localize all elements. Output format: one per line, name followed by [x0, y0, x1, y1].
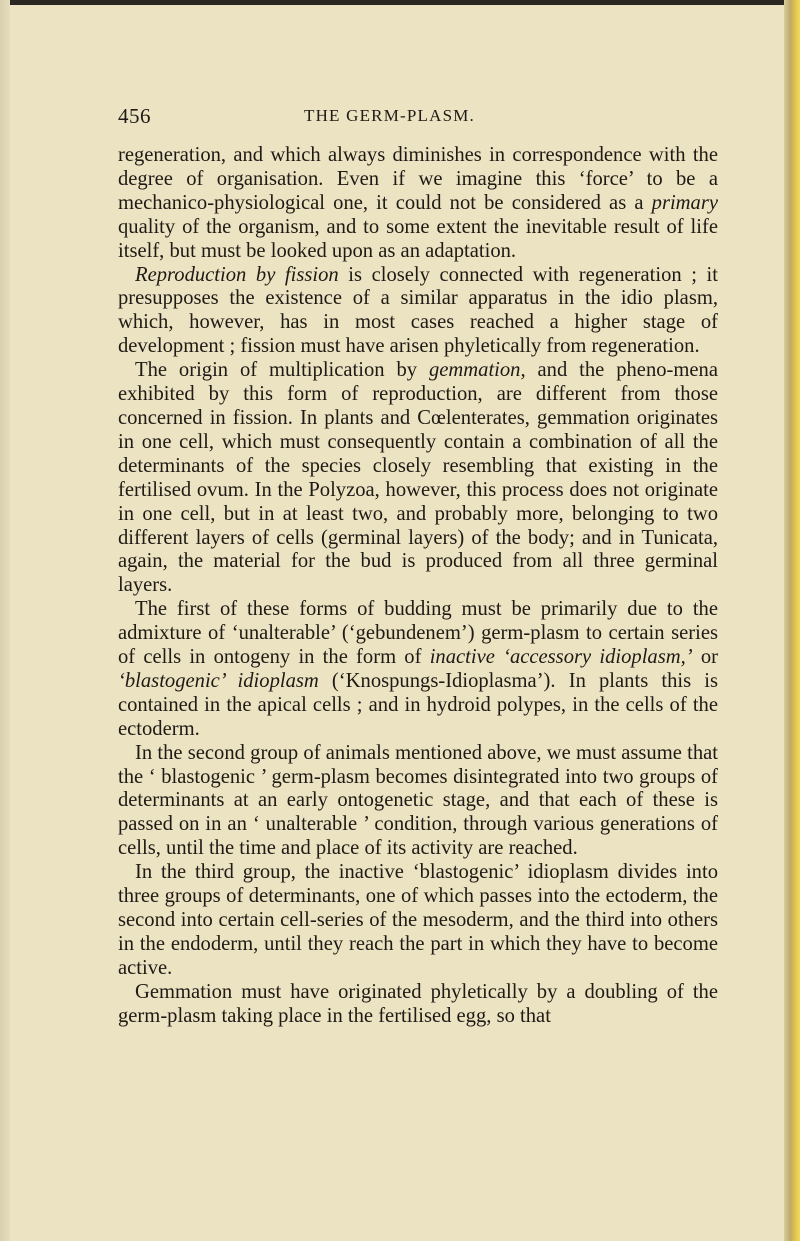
text-run: (‘Knospungs-Idioplasma’). In plants this is contained in the apical cells ; and in hydroid polypes, in the cells of the ectoderm. — [118, 669, 718, 740]
top-border-rule — [0, 0, 800, 5]
text-run: or — [692, 646, 719, 669]
paragraph — [118, 359, 718, 598]
paragraph — [118, 981, 718, 1029]
right-page-edge — [784, 0, 800, 1241]
left-page-edge — [0, 0, 10, 1241]
text-run: In the third group, the inactive ‘blastogenic’ idioplasm divides into three groups of determinants, one of which passes into the ectoderm, the second into certain cell-series of the mesoderm, and the third into others in the endoderm, until they reach the part in which they have to become active. — [118, 861, 718, 979]
text-run: The first of these forms of budding must be primarily due to the admixture of ‘unalterable’ (‘gebundenem’) germ-plasm to certain series of cells in ontogeny in the form of — [118, 598, 718, 669]
text-run: In the second group of animals mentioned above, we must assume that the ‘ blastogenic ’ germ-plasm becomes disintegrated into two groups of determinants at an early ontogenetic stage, and that each of these is passed on in an ‘ unalterable ’ condition, through various generations of cells, until the time and place of its activity are reached. — [118, 741, 718, 860]
italic-text-run: inactive ‘accessory idioplasm,’ — [429, 646, 693, 669]
italic-text-run: ‘blastogenic’ idioplasm — [118, 669, 319, 692]
text-run: Gemmation must have originated phyletically by a doubling of the germ-plasm taking place in the fertilised egg, so that — [118, 980, 718, 1027]
text-run: quality of the organism, and to some extent the inevitable result of life itself, but must be looked upon as an adaptation. — [118, 215, 718, 262]
italic-text-run: primary — [651, 191, 718, 214]
paragraph — [118, 264, 718, 360]
text-run: The origin of multiplication by — [135, 359, 429, 382]
paragraph — [118, 861, 718, 981]
paragraph — [118, 598, 718, 741]
paragraph — [118, 144, 718, 264]
italic-text-run: gemmation, — [428, 359, 526, 382]
page-header — [118, 104, 720, 134]
text-run: regeneration, and which always diminishes in correspondence with the degree of organisation. Even if we imagine this ‘force’ to be a mechanico-physiological one, it could not be considered as a — [118, 144, 718, 214]
page-number: 456 — [118, 104, 151, 128]
italic-text-run: Reproduction by fission — [135, 263, 339, 286]
text-run: is closely connected with regeneration ; it presupposes the existence of a similar apparatus in the idio plasm, which, however, has in most cases reached a higher stage of development ; fission must have arisen phyletically from regeneration. — [118, 263, 718, 358]
text-run: and the pheno-mena exhibited by this form of reproduction, are different from those concerned in fission. In plants and Cœlenterates, gemmation originates in one cell, which must consequently contain a combination of all the determinants of the species closely resembling that existing in the fertilised ovum. In the Polyzoa, however, this process does not originate in one cell, but in at least two, and probably more, belonging to two different layers of cells (germinal layers) of the body; and in Tunicata, again, the material for the bud is produced from all three germinal layers. — [118, 359, 718, 597]
running-head: THE GERM-PLASM. — [304, 106, 476, 125]
body-text — [118, 144, 718, 1029]
paragraph — [118, 742, 718, 862]
